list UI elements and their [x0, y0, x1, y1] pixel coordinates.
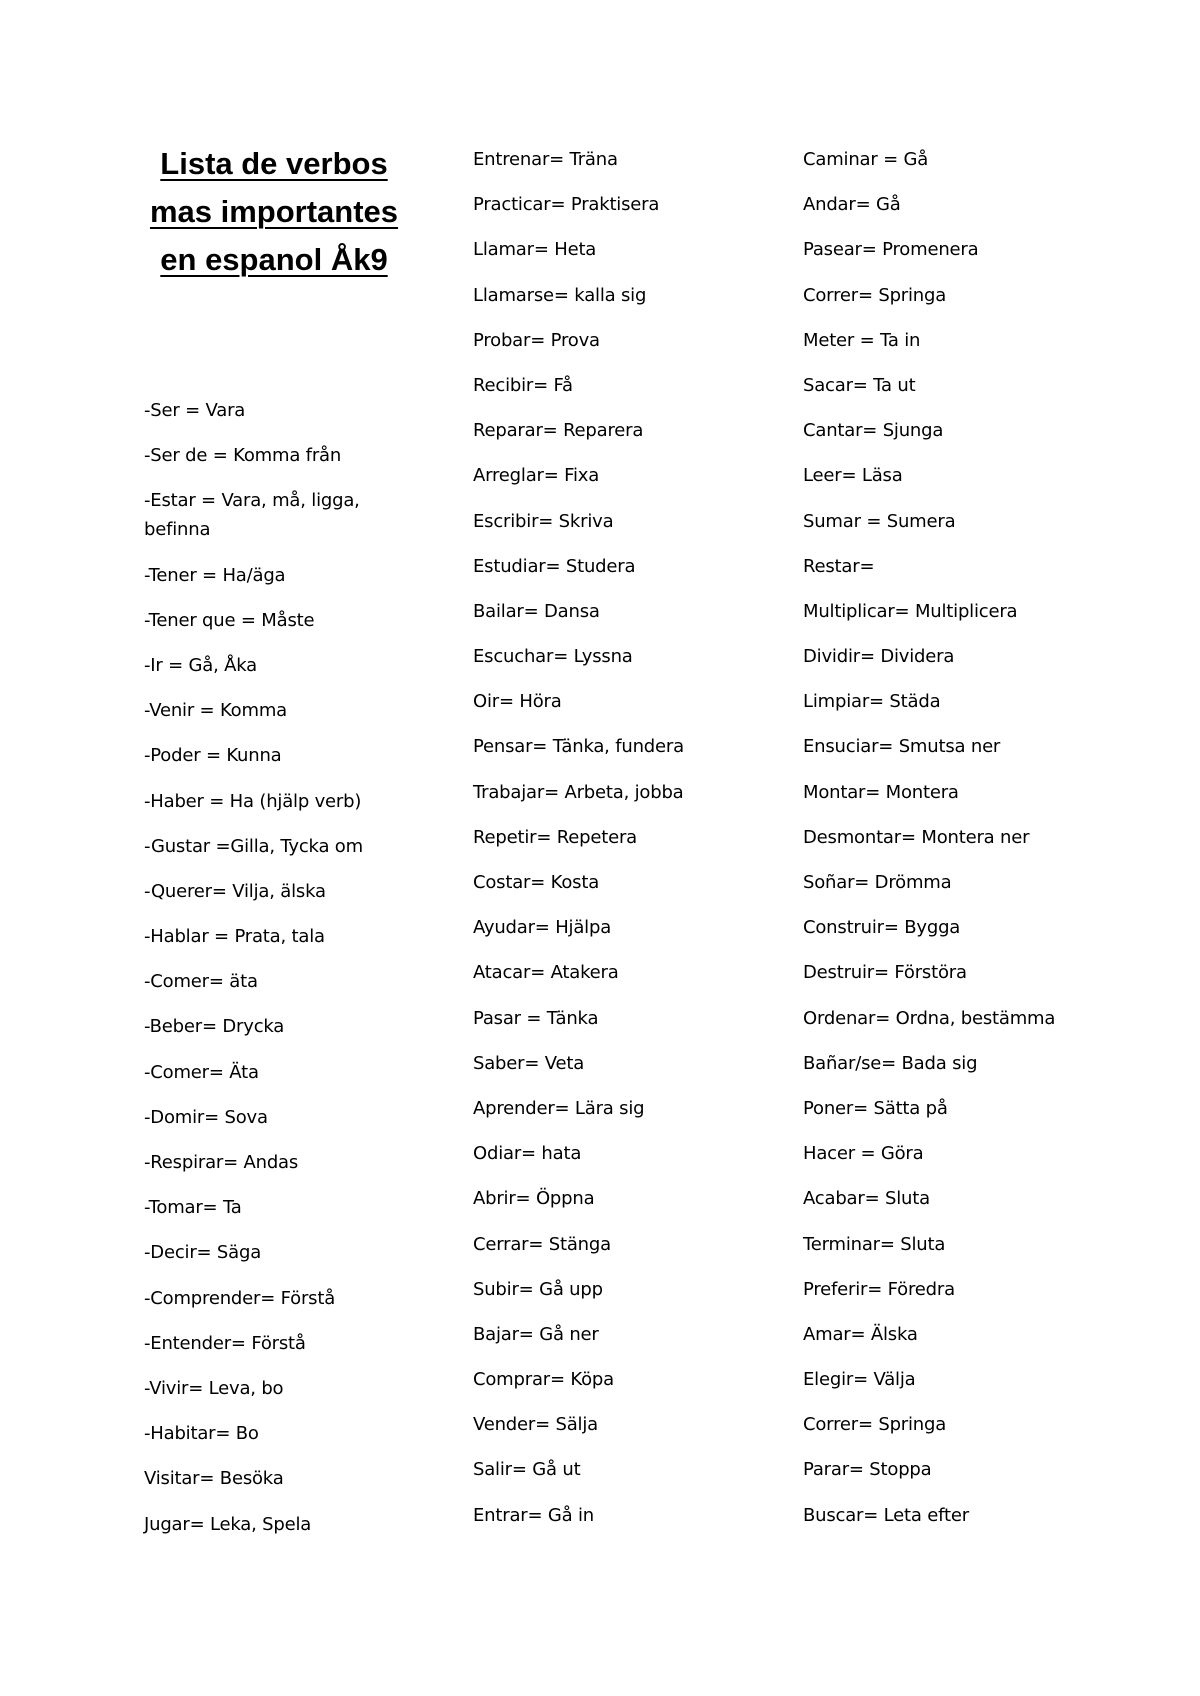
- verb-entry: Correr= Springa: [803, 1414, 947, 1436]
- verb-entry: Restar=: [803, 555, 875, 577]
- verb-entry: Jugar= Leka, Spela: [144, 1513, 312, 1535]
- verb-entry: Llamarse= kalla sig: [473, 284, 647, 306]
- verb-entry: -Decir= Säga: [144, 1242, 262, 1264]
- verb-entry: Escribir= Skriva: [473, 510, 614, 532]
- verb-entry: -Domir= Sova: [144, 1106, 268, 1128]
- verb-entry: -Hablar = Prata, tala: [144, 926, 325, 948]
- verb-list-3: [803, 145, 1055, 1546]
- verb-entry: -Habitar= Bo: [144, 1423, 259, 1445]
- verb-entry: Meter = Ta in: [803, 329, 921, 351]
- verb-entry: Pasar = Tänka: [473, 1007, 599, 1029]
- verb-entry: Repetir= Repetera: [473, 826, 637, 848]
- verb-entry: -Respirar= Andas: [144, 1152, 299, 1173]
- verb-entry: -Comer= Äta: [144, 1061, 259, 1083]
- verb-entry: Correr= Springa: [803, 284, 947, 306]
- verb-entry: Desmontar= Montera ner: [803, 826, 1030, 848]
- verb-entry: Limpiar= Städa: [803, 691, 941, 713]
- verb-entry: Hacer = Göra: [803, 1143, 924, 1165]
- verb-entry: Sacar= Ta ut: [803, 374, 916, 396]
- verb-entry: -Comer= äta: [144, 971, 258, 993]
- verb-entry: Abrir= Öppna: [473, 1188, 595, 1210]
- verb-entry: Bailar= Dansa: [473, 600, 600, 622]
- verb-entry: -Ser de = Komma från: [144, 445, 342, 467]
- title-line-1: Lista de verbos: [160, 146, 388, 181]
- verb-entry: Entrenar= Träna: [473, 149, 618, 170]
- page-title: [144, 140, 404, 284]
- verb-entry: Terminar= Sluta: [803, 1233, 946, 1255]
- verb-entry: Parar= Stoppa: [803, 1459, 932, 1481]
- verb-entry: Atacar= Atakera: [473, 962, 619, 984]
- verb-entry: Reparar= Reparera: [473, 420, 644, 442]
- verb-entry: Comprar= Köpa: [473, 1369, 614, 1391]
- verb-entry: Cantar= Sjunga: [803, 420, 944, 442]
- verb-entry: Costar= Kosta: [473, 872, 600, 893]
- verb-entry: Ayudar= Hjälpa: [473, 917, 612, 939]
- verb-entry: Sumar = Sumera: [803, 510, 956, 532]
- verb-entry: Trabajar= Arbeta, jobba: [473, 781, 684, 803]
- verb-entry: -Ir = Gå, Åka: [144, 654, 258, 676]
- verb-entry: -Haber = Ha (hjälp verb): [144, 790, 362, 812]
- verb-list-1: [144, 396, 369, 1555]
- verb-entry: Salir= Gå ut: [473, 1459, 581, 1481]
- verb-entry: -Tomar= Ta: [144, 1197, 242, 1219]
- verb-entry: Ordenar= Ordna, bestämma: [803, 1007, 1056, 1029]
- verb-entry: -Gustar =Gilla, Tycka om: [144, 835, 363, 857]
- verb-entry: -Beber= Drycka: [144, 1016, 285, 1038]
- title-line-2: mas importantes: [149, 194, 399, 229]
- verb-entry: Odiar= hata: [473, 1143, 582, 1165]
- verb-entry: Construir= Bygga: [803, 917, 961, 939]
- verb-entry: Saber= Veta: [473, 1052, 585, 1074]
- verb-entry: -Tener que = Måste: [144, 609, 315, 631]
- verb-entry: Entrar= Gå in: [473, 1504, 594, 1526]
- verb-entry: Leer= Läsa: [803, 465, 903, 487]
- verb-entry: -Poder = Kunna: [144, 745, 282, 767]
- verb-entry: Subir= Gå upp: [473, 1278, 603, 1300]
- verb-entry: Poner= Sätta på: [803, 1097, 948, 1119]
- verb-entry: Soñar= Drömma: [803, 872, 952, 893]
- verb-entry: -Comprender= Förstå: [144, 1287, 336, 1309]
- verb-entry: Pensar= Tänka, fundera: [473, 736, 684, 758]
- verb-entry: Aprender= Lära sig: [473, 1097, 645, 1119]
- verb-entry: Preferir= Föredra: [803, 1278, 955, 1300]
- title-line-3: en espanol Åk9: [160, 242, 388, 277]
- verb-entry: -Ser = Vara: [144, 400, 246, 421]
- verb-entry: -Querer= Vilja, älska: [144, 880, 326, 902]
- verb-entry: Recibir= Få: [473, 374, 573, 396]
- verb-entry: Andar= Gå: [803, 194, 901, 216]
- verb-entry: Estudiar= Studera: [473, 555, 636, 577]
- verb-entry: -Estar = Vara, må, ligga, befinna: [144, 490, 360, 541]
- verb-entry: Bañar/se= Bada sig: [803, 1052, 978, 1074]
- verb-entry: Destruir= Förstöra: [803, 962, 967, 984]
- verb-entry: Multiplicar= Multiplicera: [803, 600, 1018, 622]
- verb-entry: Caminar = Gå: [803, 149, 929, 170]
- verb-list-2: [473, 145, 684, 1546]
- verb-entry: -Entender= Förstå: [144, 1332, 306, 1354]
- verb-entry: Oir= Höra: [473, 691, 562, 713]
- verb-entry: -Vivir= Leva, bo: [144, 1377, 284, 1399]
- verb-entry: Montar= Montera: [803, 781, 959, 803]
- verb-entry: Vender= Sälja: [473, 1414, 598, 1436]
- verb-entry: Amar= Älska: [803, 1323, 918, 1345]
- verb-entry: -Tener = Ha/äga: [144, 564, 286, 586]
- verb-entry: Buscar= Leta efter: [803, 1504, 969, 1526]
- verb-entry: Elegir= Välja: [803, 1369, 916, 1391]
- verb-entry: Arreglar= Fixa: [473, 465, 600, 487]
- verb-entry: Practicar= Praktisera: [473, 194, 660, 216]
- verb-entry: Cerrar= Stänga: [473, 1233, 611, 1255]
- verb-entry: Visitar= Besöka: [144, 1468, 284, 1490]
- verb-entry: Escuchar= Lyssna: [473, 646, 633, 668]
- verb-entry: Acabar= Sluta: [803, 1188, 930, 1210]
- verb-entry: Pasear= Promenera: [803, 239, 979, 261]
- verb-entry: Probar= Prova: [473, 329, 600, 351]
- verb-entry: Bajar= Gå ner: [473, 1323, 599, 1345]
- verb-entry: Dividir= Dividera: [803, 646, 955, 668]
- verb-entry: Llamar= Heta: [473, 239, 597, 261]
- verb-entry: -Venir = Komma: [144, 700, 287, 722]
- verb-entry: Ensuciar= Smutsa ner: [803, 736, 1001, 758]
